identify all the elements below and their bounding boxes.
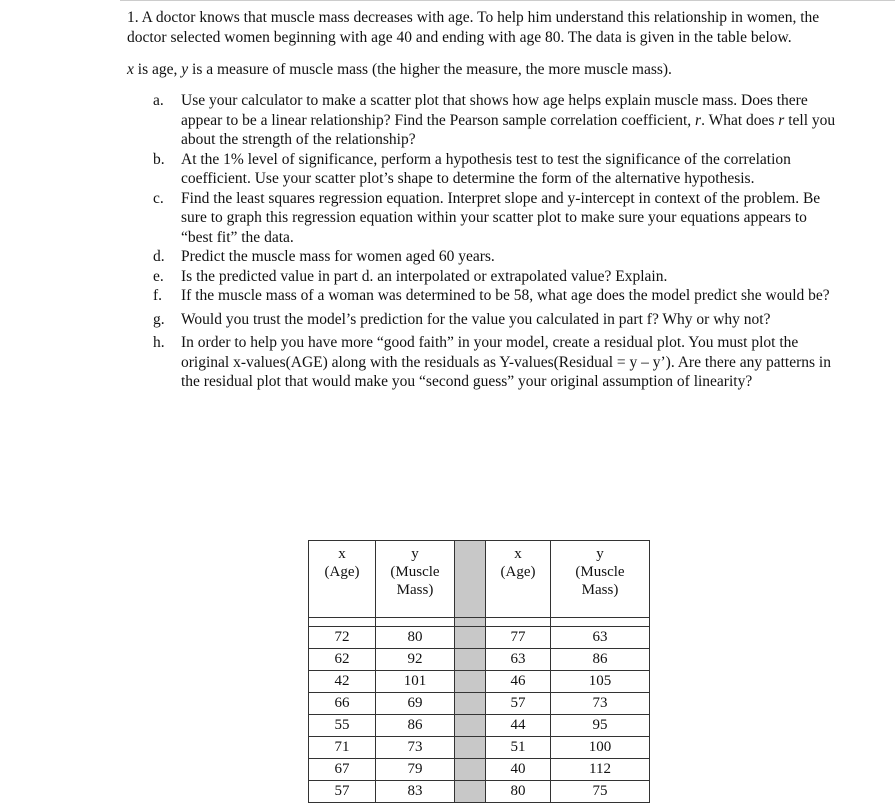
shaded-divider bbox=[455, 693, 486, 715]
header-label: (Muscle bbox=[390, 564, 440, 580]
cell-mass: 86 bbox=[551, 649, 650, 671]
cell-age: 44 bbox=[486, 715, 551, 737]
header-y1 bbox=[376, 541, 455, 618]
shaded-divider bbox=[455, 541, 486, 618]
header-label: Mass) bbox=[581, 582, 619, 598]
question-label: f. bbox=[153, 287, 163, 304]
shaded-divider bbox=[455, 715, 486, 737]
cell-age: 72 bbox=[309, 627, 376, 649]
header-y2 bbox=[551, 541, 650, 618]
header-var: x bbox=[338, 546, 346, 562]
shaded-divider bbox=[455, 737, 486, 759]
question-label: e. bbox=[153, 267, 164, 285]
cell-age: 66 bbox=[309, 693, 376, 715]
cell-age: 57 bbox=[309, 781, 376, 803]
table-row bbox=[309, 671, 650, 693]
question-label: d. bbox=[153, 248, 165, 265]
cell-age: 77 bbox=[486, 627, 551, 649]
cell-age: 46 bbox=[486, 671, 551, 693]
question-text: Is the predicted value in part d. an interpolated or extrapolated value? Explain. bbox=[181, 267, 668, 285]
problem-text bbox=[127, 8, 842, 392]
data-table bbox=[308, 540, 650, 803]
question-item bbox=[153, 310, 842, 330]
r-symbol: r bbox=[778, 111, 785, 129]
cell-age: 63 bbox=[486, 649, 551, 671]
cell-mass: 75 bbox=[551, 781, 650, 803]
cell-mass: 83 bbox=[376, 781, 455, 803]
question-text: . What does bbox=[701, 111, 779, 129]
question-text: Find the least squares regression equation. Interpret slope and y-intercept in context of the problem. Be sure to graph this regression equation within your scatter plot to make sure your equations appears to “best fit” the data. bbox=[181, 189, 821, 246]
cell-age: 55 bbox=[309, 715, 376, 737]
table-row bbox=[309, 627, 650, 649]
header-var: y bbox=[596, 546, 604, 562]
table-row bbox=[309, 781, 650, 803]
table-row bbox=[309, 759, 650, 781]
question-item bbox=[153, 333, 842, 392]
question-item bbox=[153, 91, 842, 150]
shaded-divider bbox=[455, 649, 486, 671]
header-label: Mass) bbox=[396, 582, 434, 598]
cell-age: 71 bbox=[309, 737, 376, 759]
cell-mass: 69 bbox=[376, 693, 455, 715]
shaded-divider bbox=[455, 627, 486, 649]
cell-age: 57 bbox=[486, 693, 551, 715]
r-symbol: r bbox=[695, 111, 702, 129]
cell-age: 62 bbox=[309, 649, 376, 671]
question-text: Would you trust the model’s prediction for the value you calculated in part f? Why or why not? bbox=[181, 310, 771, 328]
cell-age: 80 bbox=[486, 781, 551, 803]
cell-age: 40 bbox=[486, 759, 551, 781]
cell-mass: 112 bbox=[551, 759, 650, 781]
header-label: (Age) bbox=[500, 564, 536, 580]
question-text: At the 1% level of significance, perform a hypothesis test to test the significance of the correlation coefficient. Use your scatter plot’s shape to determine the form of the alternative hypothesis. bbox=[181, 150, 791, 187]
cell-age: 67 bbox=[309, 759, 376, 781]
table-row bbox=[309, 715, 650, 737]
header-var: y bbox=[411, 546, 419, 562]
question-text: tell you about the strength of the relationship? bbox=[181, 111, 836, 148]
spacer-row bbox=[309, 618, 650, 627]
cell-mass: 73 bbox=[551, 693, 650, 715]
cell-age: 51 bbox=[486, 737, 551, 759]
question-text: Use your calculator to make a scatter plot that shows how age helps explain muscle mass. Does there appear to be a linear relationship? Find the Pearson sample correlation coefficient, bbox=[181, 92, 808, 129]
top-divider bbox=[120, 0, 895, 1]
table-row bbox=[309, 737, 650, 759]
cell-age: 42 bbox=[309, 671, 376, 693]
question-list bbox=[127, 91, 842, 392]
cell-mass: 86 bbox=[376, 715, 455, 737]
shaded-divider bbox=[455, 759, 486, 781]
question-item bbox=[153, 247, 842, 267]
question-item bbox=[153, 150, 842, 189]
cell-mass: 101 bbox=[376, 671, 455, 693]
var-y: y bbox=[181, 61, 189, 78]
cell-mass: 105 bbox=[551, 671, 650, 693]
shaded-divider bbox=[455, 671, 486, 693]
question-text: In order to help you have more “good faith” in your model, create a residual plot. You must plot the original x-values(AGE) along with the residuals as Y-values(Residual = y – y’). Are there any patterns in the residual plot that would make you “second guess” your original assumption of linearity? bbox=[181, 334, 831, 390]
cell-mass: 92 bbox=[376, 649, 455, 671]
header-var: x bbox=[514, 546, 522, 562]
var-x: x bbox=[127, 61, 134, 78]
header-x1 bbox=[309, 541, 376, 618]
problem-intro: 1. A doctor knows that muscle mass decreases with age. To help him understand this relationship in women, the doctor selected women beginning with age 40 and ending with age 80. The data is given in the table below. bbox=[127, 9, 820, 46]
question-label: c. bbox=[153, 189, 164, 207]
question-label: g. bbox=[153, 310, 165, 328]
cell-mass: 63 bbox=[551, 627, 650, 649]
table-row bbox=[309, 693, 650, 715]
question-text: Predict the muscle mass for women aged 60 years. bbox=[181, 248, 495, 265]
question-text: If the muscle mass of a woman was determined to be 58, what age does the model predict she would be? bbox=[181, 287, 830, 304]
question-label: a. bbox=[153, 92, 164, 109]
cell-mass: 73 bbox=[376, 737, 455, 759]
cell-mass: 80 bbox=[376, 627, 455, 649]
question-label: b. bbox=[153, 150, 165, 168]
cell-mass: 95 bbox=[551, 715, 650, 737]
shaded-divider bbox=[455, 781, 486, 803]
question-item bbox=[153, 286, 842, 306]
cell-mass: 100 bbox=[551, 737, 650, 759]
var-y-text: is a measure of muscle mass (the higher the measure, the more muscle mass). bbox=[188, 61, 672, 78]
variable-definition bbox=[127, 60, 842, 80]
question-item bbox=[153, 189, 842, 248]
cell-mass: 79 bbox=[376, 759, 455, 781]
header-label: (Age) bbox=[324, 564, 360, 580]
header-x2 bbox=[486, 541, 551, 618]
header-label: (Muscle bbox=[575, 564, 625, 580]
var-x-text: is age, bbox=[133, 61, 182, 78]
table-row bbox=[309, 649, 650, 671]
question-label: h. bbox=[153, 334, 165, 351]
question-item bbox=[153, 267, 842, 287]
